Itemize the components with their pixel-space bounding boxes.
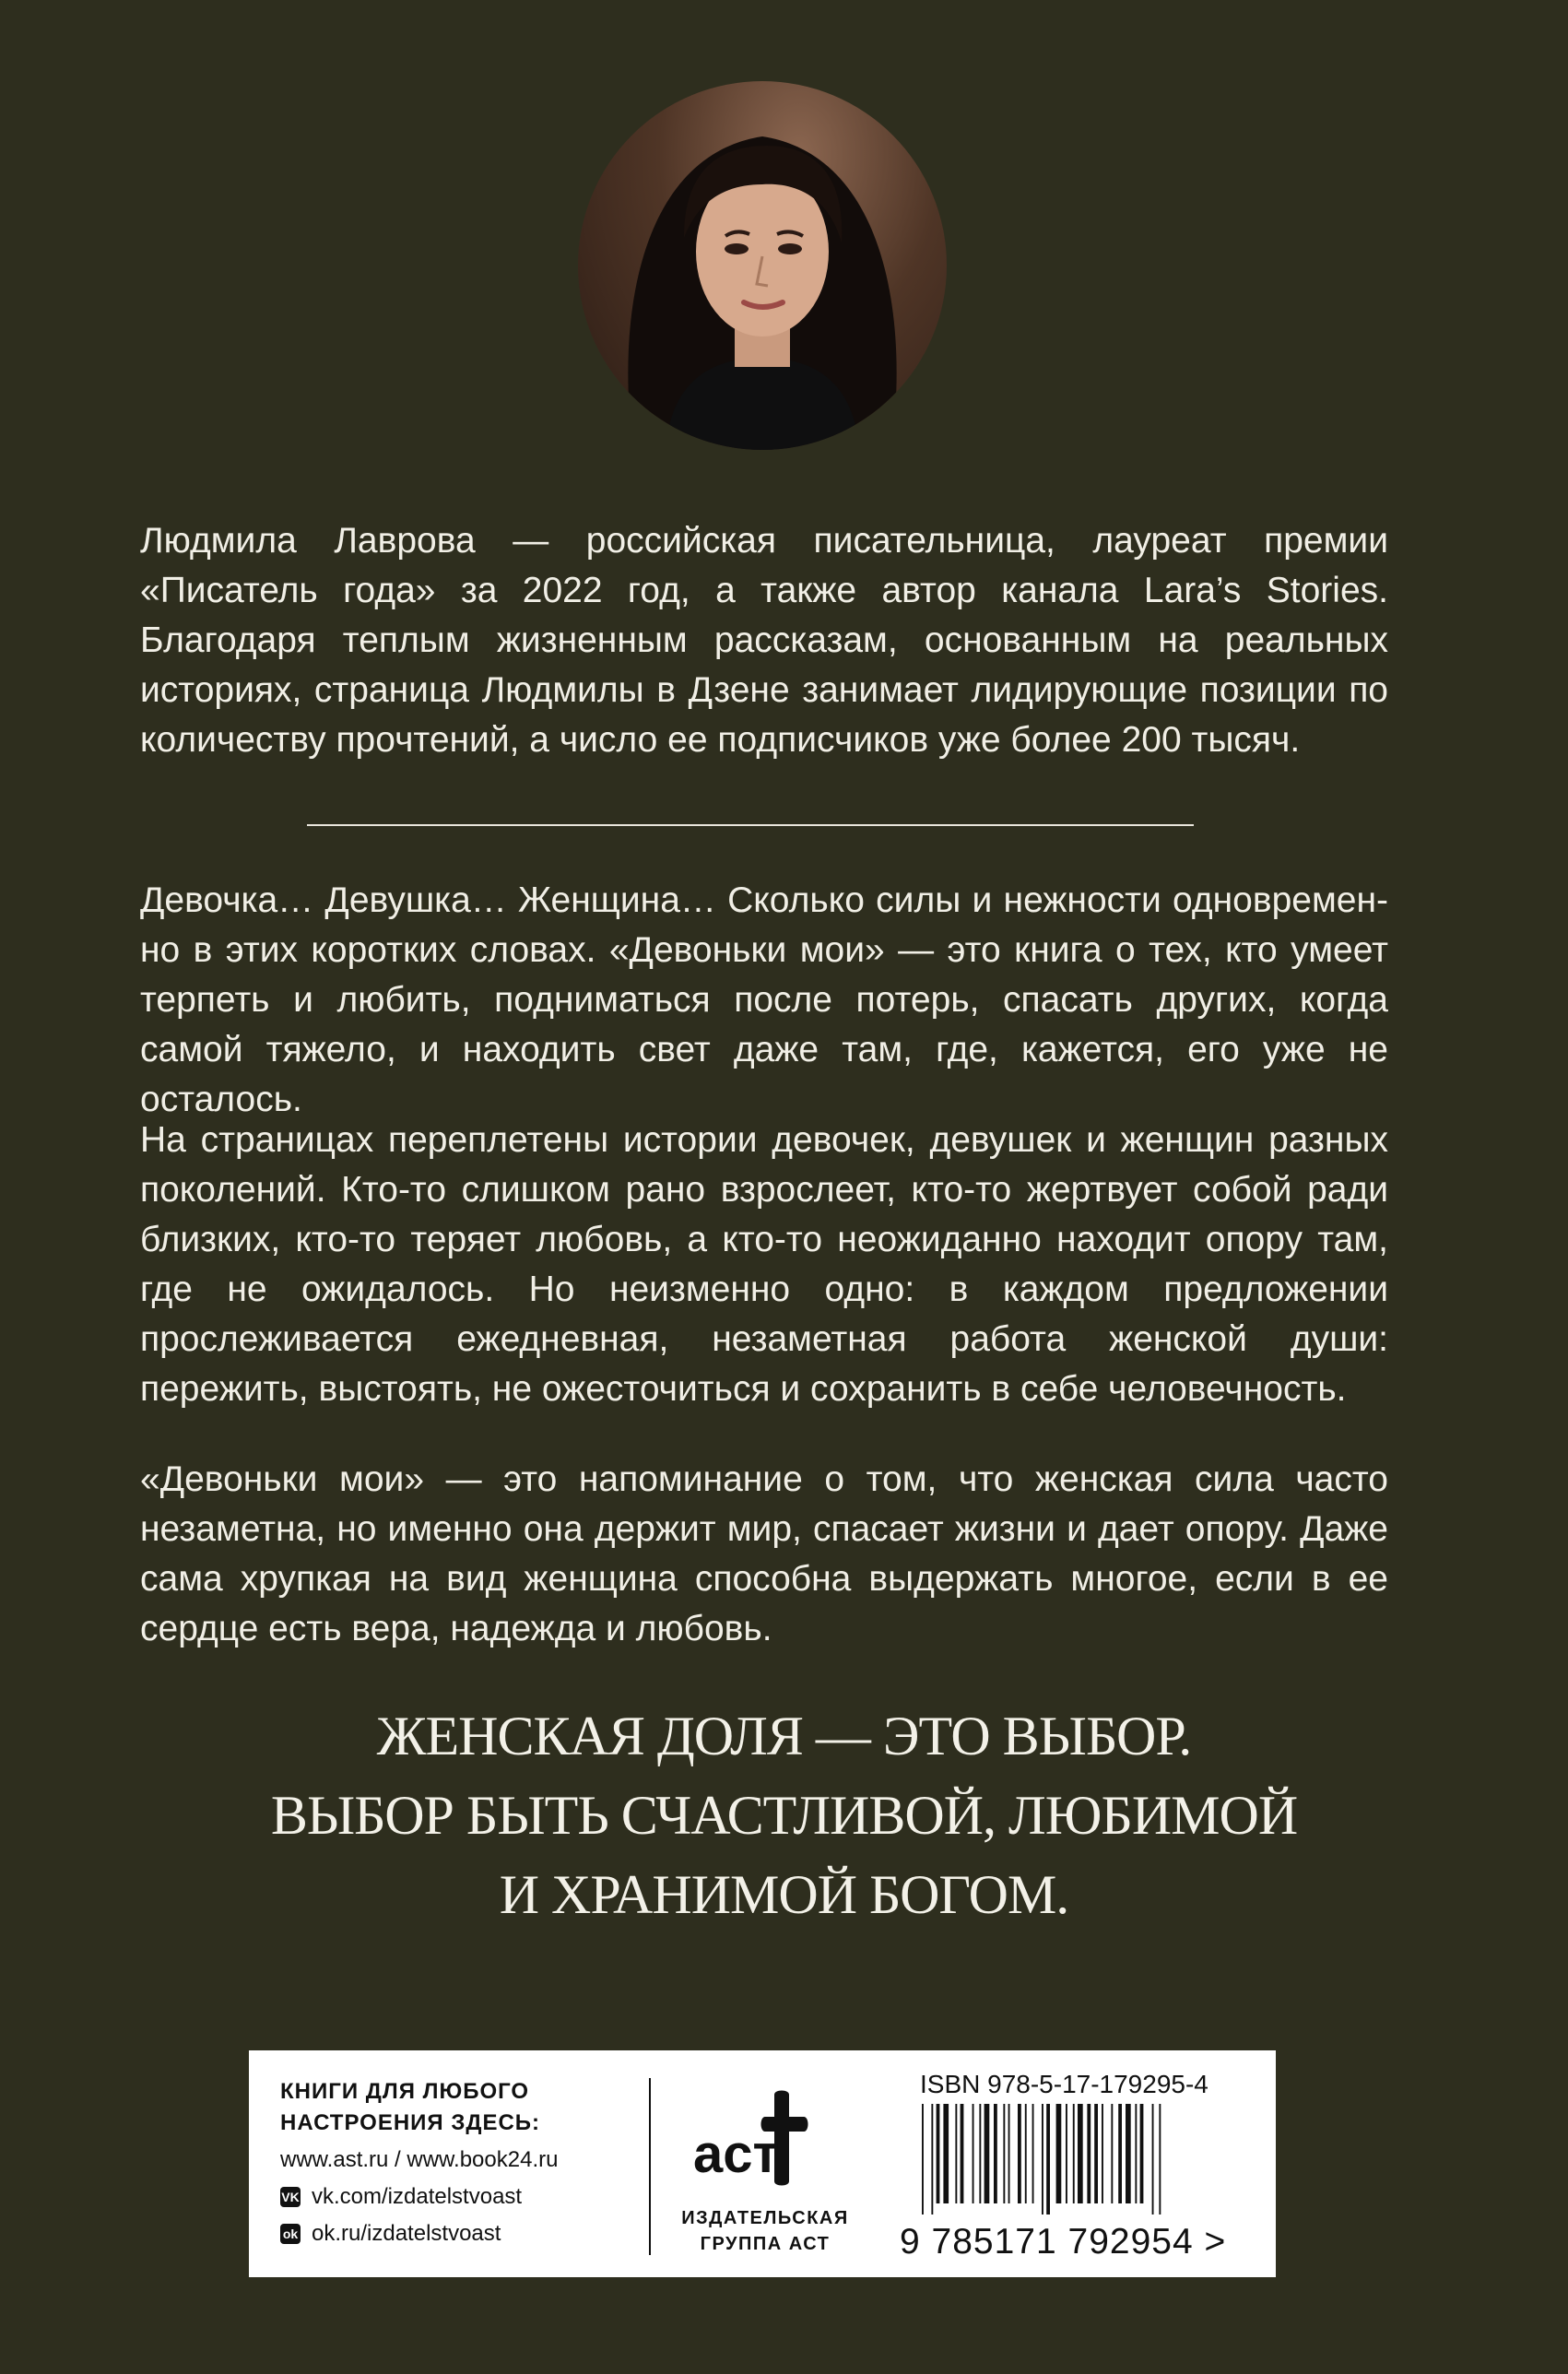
- barcode-bar: [943, 2104, 949, 2203]
- barcode-bar: [1032, 2104, 1034, 2203]
- isbn-barcode: [920, 2104, 1233, 2215]
- websites-link[interactable]: www.ast.ru / www.book24.ru: [280, 2147, 559, 2172]
- barcode-bar: [955, 2104, 957, 2203]
- barcode-bar: [1008, 2104, 1010, 2203]
- barcode-bar: [984, 2104, 990, 2203]
- barcode-bar: [1087, 2104, 1091, 2203]
- barcode-bar: [1066, 2104, 1067, 2203]
- vk-url: vk.com/izdatelstvoast: [312, 2184, 523, 2209]
- vk-icon: VK: [280, 2187, 301, 2207]
- barcode-bar: [979, 2104, 981, 2203]
- barcode-bar: [1159, 2104, 1161, 2215]
- ok-link[interactable]: [280, 2220, 501, 2248]
- publisher-panel: [249, 2050, 1276, 2277]
- barcode-bar: [1135, 2104, 1137, 2203]
- author-portrait-illustration: [578, 81, 947, 450]
- tagline-line-3: И ХРАНИМОЙ БОГОМ.: [499, 1864, 1069, 1925]
- tagline-line-1: ЖЕНСКАЯ ДОЛЯ — ЭТО ВЫБОР.: [376, 1706, 1192, 1766]
- panel-separator: [649, 2078, 651, 2255]
- vk-link[interactable]: [280, 2183, 522, 2211]
- author-bio: Людмила Лаврова — российская писательница, лауреат премии «Писатель года» за 2022 год, а также автор канала Lara’s Stories. Благодаря теплым жизненным рассказам, основанным на реальных историях, страница Людмилы в Дзене занимает лидирующие позиции по количеству прочтений, а число ее подписчиков уже более 200 тысяч.: [140, 521, 1388, 760]
- barcode-bar: [1042, 2104, 1043, 2215]
- barcode-bar: [994, 2104, 997, 2203]
- barcode-bar: [937, 2104, 940, 2203]
- description-paragraph-3: «Девоньки мои» — это напоминание о том, что женская сила часто незаметна, но именно она держит мир, спасает жизни и дает опору. Даже сама хрупкая на вид женщина способна выдержать многое, если в ее сердце есть вера, надежда и любовь.: [140, 1459, 1388, 1648]
- barcode-bar: [922, 2104, 924, 2215]
- barcode-bar: [1003, 2104, 1005, 2203]
- barcode-bar: [1073, 2104, 1075, 2203]
- barcode-bar: [1094, 2104, 1098, 2203]
- barcode-bar: [1018, 2104, 1021, 2203]
- description-paragraph-1: Девочка… Девушка… Женщина… Сколько силы и нежности одновременно в этих коротких словах. «Девоньки мои» — это книга о тех, кто умеет терпеть и любить, подниматься после потерь, спасать других, когда самой тяжело, и находить свет даже там, где, кажется, его уже не осталось.: [140, 880, 1388, 1119]
- barcode-bar: [973, 2104, 974, 2203]
- section-divider: [307, 824, 1194, 826]
- barcode-bar: [1111, 2104, 1113, 2203]
- isbn-label: ISBN 978-5-17-179295-4: [920, 2070, 1208, 2098]
- barcode-bar: [1025, 2104, 1027, 2203]
- ast-logo: [690, 2087, 837, 2189]
- description-paragraph-2: На страницах переплетены истории девочек, девушек и женщин разных поколений. Кто-то слишком рано взрослеет, кто-то жертвует собой ради близких, кто-то теряет любовь, а кто-то неожиданно находит опору там, где не ожидалось. Но неизменно одно: в каждом предложении прослеживается ежедневная, незаметная работа женской души: пережить, выстоять, не ожесточиться и сохранить в себе человечность.: [140, 1120, 1388, 1409]
- barcode-bar: [931, 2104, 933, 2215]
- tagline-line-2: ВЫБОР БЫТЬ СЧАСТЛИВОЙ, ЛЮБИМОЙ: [270, 1785, 1298, 1846]
- barcode-bar: [1126, 2104, 1131, 2203]
- barcode-bar: [1118, 2104, 1122, 2203]
- barcode-bar: [1078, 2104, 1083, 2203]
- barcode-bar: [1046, 2104, 1050, 2215]
- barcode-bar: [961, 2104, 964, 2203]
- logo-caption: ИЗДАТЕЛЬСКАЯ ГРУППА АСТ: [681, 2208, 849, 2254]
- tagline: [138, 1696, 1430, 1934]
- ok-url: ok.ru/izdatelstvoast: [312, 2221, 501, 2246]
- isbn-digits: 9 785171 792954 >: [900, 2222, 1227, 2262]
- panel-heading: КНИГИ ДЛЯ ЛЮБОГО НАСТРОЕНИЯ ЗДЕСЬ:: [280, 2079, 541, 2135]
- barcode-bar: [1102, 2104, 1103, 2203]
- barcode-bar: [1140, 2104, 1144, 2203]
- author-photo: [578, 81, 947, 450]
- barcode-bar: [1056, 2104, 1062, 2203]
- logo-text: аст: [693, 2124, 779, 2184]
- ok-icon: ok: [280, 2224, 301, 2244]
- barcode-bar: [1152, 2104, 1154, 2215]
